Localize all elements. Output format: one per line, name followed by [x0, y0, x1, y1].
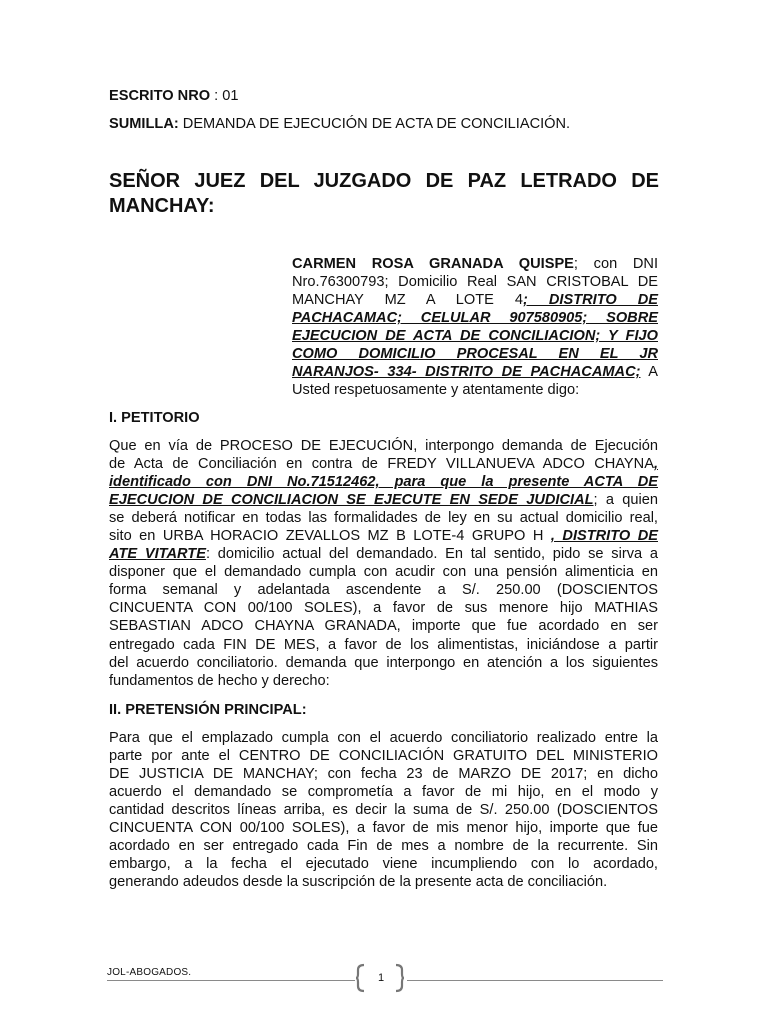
paragraph-line: embargo, a la fecha el ejecutado viene incumpliendo con lo acordado, — [109, 856, 658, 873]
page-number-bracket — [355, 963, 407, 993]
party-row: Nro.76300793; Domicilio Real SAN CRISTOBAL DE — [292, 274, 658, 291]
section-heading-petitorio: I. PETITORIO — [109, 410, 200, 426]
paragraph-line: se deberá notificar en todas las formalidades de ley en su actual domicilio real, — [109, 510, 658, 527]
paragraph-line — [109, 455, 658, 473]
paragraph-line: acuerdo el demandado se comprometía a favor de mi hijo, en el modo y — [109, 784, 658, 801]
party-district: ; DISTRITO DE — [523, 292, 658, 309]
sumilla-value: DEMANDA DE EJECUCIÓN DE ACTA DE CONCILIACIÓN. — [178, 116, 571, 132]
party-row: PACHACAMAC; CELULAR 907580905; SOBRE — [292, 310, 658, 327]
paragraph-line — [109, 491, 658, 509]
defendant-text: de Acta de Conciliación en contra de FREDY VILLANUEVA ADCO CHAYNA — [109, 456, 654, 473]
document-title — [109, 169, 659, 219]
party-row — [292, 255, 658, 273]
party-row: EJECUCION DE ACTA DE CONCILIACION; Y FIJO — [292, 328, 658, 345]
paragraph-line: CINCUENTA CON 00/100 SOLES), a favor de sus menore hijo MATHIAS — [109, 600, 658, 617]
party-row — [292, 363, 658, 381]
defendant-district: , DISTRITO DE — [550, 528, 658, 545]
paragraph-line: entregado cada FIN DE MES, a favor de los alimentistas, iniciándose a partir — [109, 636, 658, 653]
paragraph-line: Para que el emplazado cumpla con el acuerdo conciliatorio realizado entre la — [109, 730, 658, 746]
paragraph-line: SEBASTIAN ADCO CHAYNA GRANADA, importe que fue acordado en ser — [109, 618, 658, 635]
paragraph-line: parte por ante el CENTRO DE CONCILIACIÓN GRATUITO DEL MINISTERIO — [109, 748, 658, 765]
paragraph-line: fundamentos de hecho y derecho: — [109, 672, 330, 689]
paragraph-line — [109, 545, 658, 563]
footer-firm-name: JOL-ABOGADOS. — [107, 967, 192, 978]
party-row — [292, 291, 658, 309]
judicial-execution-text: EJECUCION DE CONCILIACION SE EJECUTE EN SEDE JUDICIAL — [109, 492, 594, 509]
party-dni: ; con DNI — [573, 256, 659, 272]
paragraph-line: CINCUENTA CON 00/100 SOLES), a favor de mis menor hijo, importe que fue — [109, 820, 658, 837]
paragraph-line: cantidad descritos líneas arriba, es decir la suma de S/. 250.00 (DOSCIENTOS — [109, 802, 658, 819]
title-line-1: SEÑOR JUEZ DEL JUZGADO DE PAZ LETRADO DE — [109, 170, 659, 192]
sumilla-label: SUMILLA: — [109, 116, 179, 132]
pretension-paragraph — [109, 729, 658, 891]
party-greeting-start: A — [640, 364, 658, 381]
paragraph-text: ; a quien — [593, 492, 658, 509]
paragraph-line: acordado en ser entregado cada Fin de mes a nombre de la recurrente. Sin — [109, 838, 658, 855]
defendant-address: sito en URBA HORACIO ZEVALLOS MZ B LOTE-4 GRUPO H — [109, 528, 551, 545]
paragraph-line: del acuerdo conciliatorio. demanda que interpongo en atención a los siguientes — [109, 654, 658, 671]
paragraph-line: identificado con DNI No.71512462, para que la presente ACTA DE — [109, 474, 658, 491]
paragraph-line: generando adeudos desde la suscripción de la presente acta de conciliación. — [109, 874, 608, 891]
defendant-district-name: ATE VITARTE — [109, 546, 206, 563]
section-heading-pretension: II. PRETENSIÓN PRINCIPAL: — [109, 702, 307, 718]
paragraph-line: DE JUSTICIA DE MANCHAY; con fecha 23 de MARZO DE 2017; en dicho — [109, 766, 658, 783]
paragraph-line: forma semanal y adelantada ascendente a S/. 250.00 (DOSCIENTOS — [109, 582, 658, 599]
party-row: COMO DOMICILIO PROCESAL EN EL JR — [292, 346, 658, 363]
title-line-2: MANCHAY: — [109, 195, 215, 217]
party-row: Usted respetuosamente y atentamente digo: — [292, 382, 580, 399]
paragraph-line — [109, 527, 658, 545]
party-identification-block — [292, 255, 658, 399]
comma-mark: , — [653, 456, 658, 473]
page-number: 1 — [377, 972, 385, 984]
petitorio-paragraph — [109, 437, 658, 690]
party-name: CARMEN ROSA GRANADA QUISPE — [292, 256, 574, 272]
paragraph-line: disponer que el demandado cumpla con acudir con una pensión alimenticia en — [109, 564, 658, 581]
party-procedural-address: NARANJOS- 334- DISTRITO DE PACHACAMAC; — [292, 364, 641, 381]
paragraph-line: Que en vía de PROCESO DE EJECUCIÓN, interpongo demanda de Ejecución — [109, 438, 658, 454]
party-address: MANCHAY MZ A LOTE 4 — [292, 292, 524, 309]
escrito-value: : 01 — [210, 88, 239, 104]
escrito-label: ESCRITO NRO — [109, 88, 211, 104]
sumilla-line — [109, 115, 570, 133]
paragraph-text: : domicilio actual del demandado. En tal sentido, pido se sirva a — [205, 546, 658, 563]
escrito-number-line — [109, 87, 239, 105]
